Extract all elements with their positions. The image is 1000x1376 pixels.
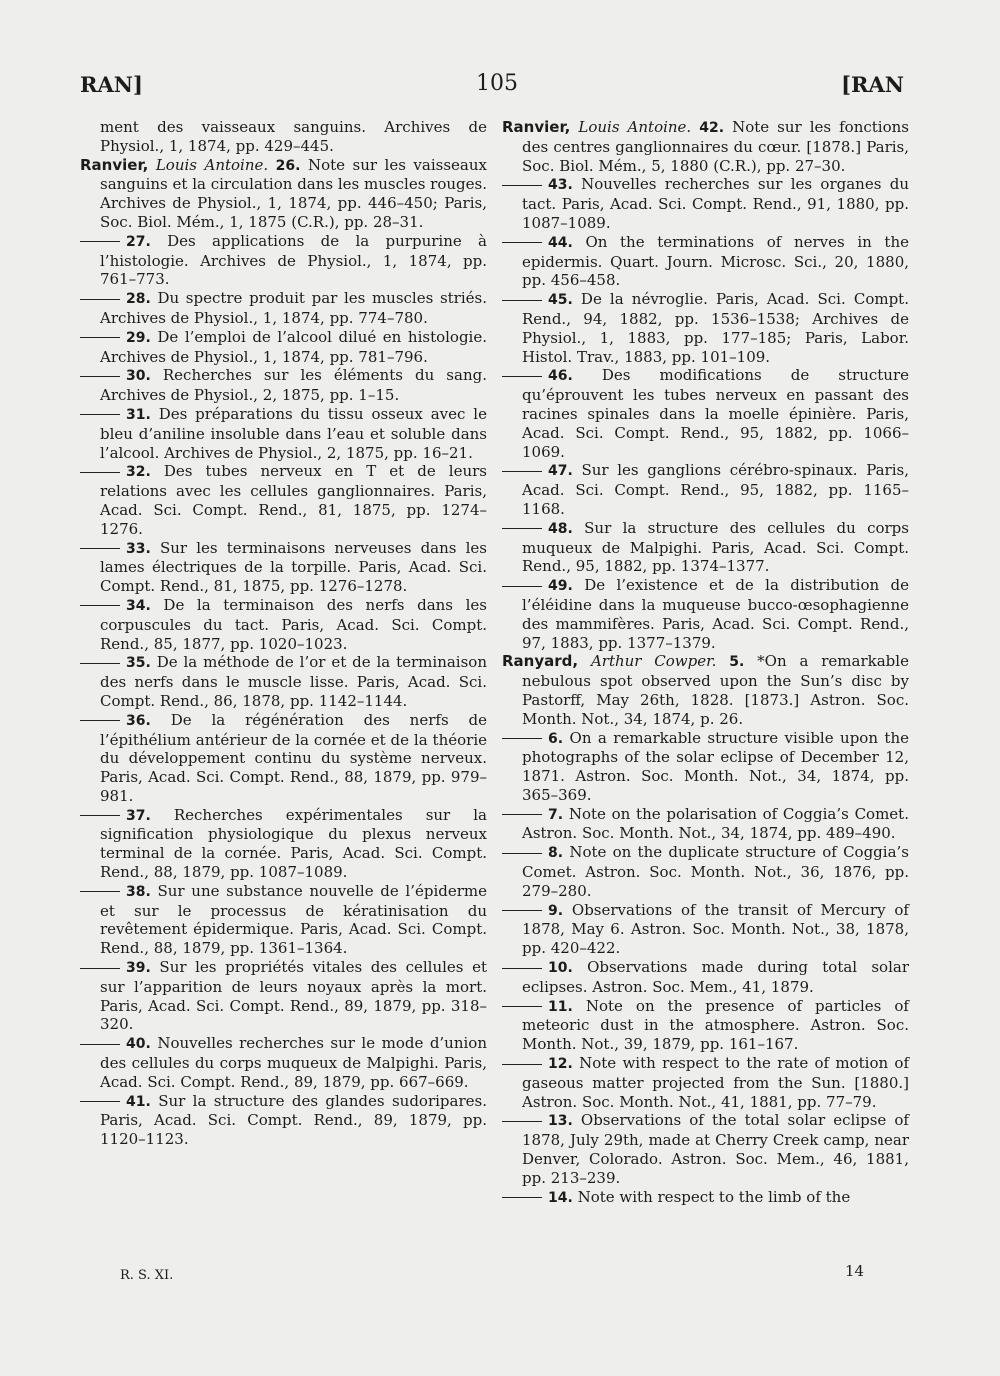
- bib-entry: [522, 1054, 909, 1111]
- bib-entry: [522, 461, 909, 518]
- bib-entry: [100, 882, 487, 958]
- entry-number: 40.: [126, 1036, 151, 1053]
- entry-text: Note on the polarisation of Coggia’s Comet. Astron. Soc. Month. Not., 34, 1874, pp. 489–490.: [522, 804, 909, 843]
- bib-entry: [100, 1092, 487, 1149]
- entry-text: Sur la structure des glandes sudoripares. Paris, Acad. Sci. Compt. Rend., 89, 1879, pp. 1120–1123.: [100, 1091, 487, 1149]
- ditto-dash: [502, 1121, 542, 1122]
- bib-entry: [522, 1188, 909, 1208]
- ditto-dash: [80, 376, 120, 377]
- ditto-dash: [502, 185, 542, 186]
- entry-text: De la terminaison des nerfs dans les corpuscules du tact. Paris, Acad. Sci. Compt. Rend., 85, 1877, pp. 1020–1023.: [100, 595, 487, 653]
- bib-entry: [100, 711, 487, 806]
- author-surname: Ranvier,: [502, 118, 571, 136]
- entry-number: 27.: [126, 233, 151, 250]
- left-column: [80, 118, 487, 1149]
- entry-text: Sur les terminaisons nerveuses dans les lames électriques de la torpille. Paris, Acad. Sci. Compt. Rend., 81, 1875, pp. 1276–1278.: [100, 538, 487, 596]
- entry-number: 39.: [126, 960, 151, 977]
- entry-text: Note on the duplicate structure of Coggia’s Comet. Astron. Soc. Month. Not., 36, 1876, pp. 279–280.: [522, 843, 909, 900]
- ditto-dash: [502, 853, 542, 854]
- entry-text: Sur les ganglions cérébro-spinaux. Paris, Acad. Sci. Compt. Rend., 95, 1882, pp. 1165–1168.: [522, 461, 909, 518]
- entry-text: De l’emploi de l’alcool dilué en histologie. Archives de Physiol., 1, 1874, pp. 781–796.: [100, 327, 487, 366]
- bib-entry: [522, 805, 909, 844]
- ditto-dash: [80, 241, 120, 242]
- ditto-dash: [502, 242, 542, 243]
- signature-mark: R. S. XI.: [120, 1268, 174, 1283]
- entry-number: 8.: [548, 845, 564, 862]
- ditto-dash: [502, 300, 542, 301]
- entry-number: 5.: [729, 654, 745, 671]
- entry-text: Sur les propriétés vitales des cellules et sur l’apparition de leurs noyaux après la mort. Paris, Acad. Sci. Compt. Rend., 89, 1879, pp. 318–320.: [100, 958, 487, 1034]
- ditto-dash: [80, 663, 120, 664]
- ditto-dash: [502, 910, 542, 911]
- entry-number: 38.: [126, 883, 151, 900]
- entry-number: 29.: [126, 329, 151, 346]
- entry-number: 49.: [548, 578, 573, 595]
- bib-entry: [100, 232, 487, 289]
- entry-number: 12.: [548, 1056, 573, 1073]
- bib-entry: [100, 405, 487, 462]
- bib-entry: [522, 997, 909, 1054]
- entry-text: Note sur les fonctions des centres ganglionnaires du cœur. [1878.] Paris, Soc. Biol. Mém., 5, 1880 (C.R.), pp. 27–30.: [522, 118, 909, 175]
- running-head-left: RAN]: [80, 72, 143, 97]
- entry-number: 13.: [548, 1113, 573, 1130]
- ditto-dash: [502, 528, 542, 529]
- entry-text: De la méthode de l’or et de la terminaison des nerfs dans le muscle lisse. Paris, Acad. Sci. Compt. Rend., 86, 1878, pp. 1142–1144.: [100, 653, 487, 710]
- bib-entry: [522, 958, 909, 997]
- entry-number: 28.: [126, 291, 151, 308]
- right-column: [502, 118, 909, 1207]
- bib-entry: [100, 958, 487, 1034]
- entry-text: Des tubes nerveux en T et de leurs relations avec les cellules ganglionnaires. Paris, Acad. Sci. Compt. Rend., 81, 1875, pp. 1274–1276.: [100, 462, 487, 538]
- author-forenames: Arthur Cowper.: [590, 652, 717, 671]
- bib-entry: [100, 539, 487, 596]
- entry-text: Note with respect to the limb of the: [577, 1187, 851, 1206]
- entry-number: 42.: [699, 120, 725, 136]
- entry-text: Nouvelles recherches sur le mode d’union des cellules du corps muqueux de Malpighi. Paris, Acad. Sci. Compt. Rend., 89, 1879, pp. 667–669.: [100, 1034, 487, 1091]
- ditto-dash: [502, 376, 542, 377]
- ditto-dash: [80, 472, 120, 473]
- ditto-dash: [80, 299, 120, 300]
- ditto-dash: [502, 471, 542, 472]
- entry-number: 11.: [548, 998, 573, 1015]
- bib-entry: [522, 290, 909, 366]
- page-number: 105: [476, 71, 518, 96]
- running-head-right: [RAN: [841, 72, 904, 97]
- author-surname: Ranyard,: [502, 652, 579, 671]
- bib-entry: [502, 118, 909, 175]
- bib-entry: [522, 175, 909, 232]
- bib-entry: [522, 576, 909, 652]
- bib-entry: [522, 233, 909, 290]
- entry-text: On a remarkable structure visible upon the photographs of the solar eclipse of December 12, 1871. Astron. Soc. Month. Not., 34, 1874, pp. 365–369.: [522, 728, 909, 804]
- entry-text: Du spectre produit par les muscles striés. Archives de Physiol., 1, 1874, pp. 774–780.: [100, 289, 487, 327]
- entry-text: Des préparations du tissu osseux avec le bleu d’aniline insoluble dans l’eau et soluble dans l’alcool. Archives de Physiol., 2, 1875, pp. 16–21.: [100, 404, 487, 462]
- ditto-dash: [502, 738, 542, 739]
- ditto-dash: [80, 720, 120, 721]
- ditto-dash: [80, 605, 120, 606]
- bib-entry: [522, 519, 909, 576]
- entry-text: On the terminations of nerves in the epidermis. Quart. Journ. Microsc. Sci., 20, 1880, pp. 456–458.: [522, 232, 909, 290]
- entry-text: Observations of the total solar eclipse of 1878, July 29th, made at Cherry Creek camp, near Denver, Colorado. Astron. Soc. Mem., 46, 1881, pp. 213–239.: [522, 1111, 909, 1187]
- entry-number: 10.: [548, 960, 573, 977]
- ditto-dash: [502, 1006, 542, 1007]
- bib-entry: [522, 1111, 909, 1187]
- entry-text: Sur la structure des cellules du corps muqueux de Malpighi. Paris, Acad. Sci. Compt. Rend., 95, 1882, pp. 1374–1377.: [522, 518, 909, 576]
- entry-text: De la régénération des nerfs de l’épithélium antérieur de la cornée et de la théorie du développement continu du système nerveux. Paris, Acad. Sci. Compt. Rend., 88, 1879, pp. 979–981.: [100, 710, 487, 805]
- entry-text: De l’existence et de la distribution de l’éléidine dans la muqueuse bucco-œsophagienne des mammifères. Paris, Acad. Sci. Compt. Rend., 97, 1883, pp. 1377–1379.: [522, 576, 909, 652]
- bib-entry: [100, 1034, 487, 1091]
- ditto-dash: [80, 414, 120, 415]
- entry-number: 35.: [126, 655, 151, 672]
- entry-text: ment des vaisseaux sanguins. Archives de Physiol., 1, 1874, pp. 429–445.: [100, 118, 487, 155]
- bib-entry: [100, 118, 487, 156]
- entry-text: Des applications de la purpurine à l’histologie. Archives de Physiol., 1, 1874, pp. 761–773.: [100, 231, 487, 289]
- entry-text: Note sur les vaisseaux sanguins et la circulation dans les muscles rouges. Archives de Physiol., 1, 1874, pp. 446–450; Paris, Soc. Biol. Mém., 1, 1875 (C.R.), pp. 28–31.: [100, 155, 487, 231]
- entry-number: 26.: [275, 157, 301, 174]
- bib-entry: [522, 366, 909, 461]
- entry-number: 33.: [126, 540, 151, 557]
- bib-entry: [100, 328, 487, 367]
- ditto-dash: [80, 548, 120, 549]
- entry-text: Note with respect to the rate of motion of gaseous matter projected from the Sun. [1880.] Astron. Soc. Month. Not., 41, 1881, pp. 77–79.: [522, 1054, 909, 1111]
- bib-entry: [100, 366, 487, 405]
- bib-entry: [522, 843, 909, 900]
- ditto-dash: [502, 968, 542, 969]
- entry-text: Recherches expérimentales sur la signification physiologique du plexus nerveux terminal de la cornée. Paris, Acad. Sci. Compt. Rend., 88, 1879, pp. 1087–1089.: [100, 805, 487, 882]
- entry-number: 30.: [126, 368, 151, 385]
- entry-text: De la névroglie. Paris, Acad. Sci. Compt. Rend., 94, 1882, pp. 1536–1538; Archives de Physiol., 1, 1883, pp. 177–185; Paris, Labor. Histol. Trav., 1883, pp. 101–109.: [522, 290, 909, 366]
- author-surname: Ranvier,: [80, 155, 149, 174]
- bib-entry: [502, 652, 909, 728]
- entry-number: 43.: [548, 177, 573, 194]
- author-forenames: Louis Antoine.: [155, 155, 269, 174]
- entry-text: Sur une substance nouvelle de l’épiderme et sur le processus de kératinisation du revêtement épidermique. Paris, Acad. Sci. Compt. Rend., 88, 1879, pp. 1361–1364.: [100, 881, 487, 958]
- entry-number: 37.: [126, 807, 151, 824]
- entry-text: *On a remarkable nebulous spot observed upon the Sun’s disc by Pastorff, May 26th, 1828. [1873.] Astron. Soc. Month. Not., 34, 1874, p. 26.: [522, 652, 909, 728]
- bib-entry: [80, 156, 487, 232]
- entry-number: 32.: [126, 464, 151, 481]
- ditto-dash: [502, 1197, 542, 1198]
- entry-number: 7.: [548, 806, 564, 823]
- entry-text: Observations of the transit of Mercury of 1878, May 6. Astron. Soc. Month. Not., 38, 1878, pp. 420–422.: [522, 900, 909, 958]
- entry-text: Recherches sur les éléments du sang. Archives de Physiol., 2, 1875, pp. 1–15.: [100, 366, 487, 405]
- entry-number: 6.: [548, 730, 564, 747]
- entry-number: 44.: [548, 234, 573, 251]
- ditto-dash: [80, 1044, 120, 1045]
- entry-number: 48.: [548, 520, 573, 537]
- author-forenames: Louis Antoine.: [578, 118, 692, 136]
- ditto-dash: [502, 1064, 542, 1065]
- entry-number: 31.: [126, 406, 151, 423]
- bib-entry: [522, 729, 909, 805]
- entry-number: 9.: [548, 902, 564, 919]
- entry-text: Nouvelles recherches sur les organes du tact. Paris, Acad. Sci. Compt. Rend., 91, 1880, pp. 1087–1089.: [522, 175, 909, 232]
- sheet-number: 14: [845, 1262, 865, 1280]
- entry-number: 34.: [126, 597, 151, 614]
- entry-number: 47.: [548, 463, 573, 480]
- entry-number: 14.: [548, 1189, 573, 1206]
- entry-text: Des modifications de structure qu’éprouvent les tubes nerveux en passant des racines spinales dans la moelle épinière. Paris, Acad. Sci. Compt. Rend., 95, 1882, pp. 1066–1069.: [522, 366, 909, 461]
- ditto-dash: [502, 586, 542, 587]
- entry-text: Note on the presence of particles of meteoric dust in the atmosphere. Astron. Soc. Month. Not., 39, 1879, pp. 161–167.: [522, 996, 909, 1054]
- ditto-dash: [80, 891, 120, 892]
- bib-entry: [100, 289, 487, 328]
- ditto-dash: [80, 968, 120, 969]
- bib-entry: [100, 462, 487, 538]
- ditto-dash: [502, 814, 542, 815]
- ditto-dash: [80, 337, 120, 338]
- bib-entry: [522, 901, 909, 958]
- entry-number: 36.: [126, 712, 151, 729]
- bib-entry: [100, 806, 487, 882]
- bib-entry: [100, 653, 487, 710]
- entry-number: 46.: [548, 368, 573, 385]
- entry-number: 41.: [126, 1093, 151, 1110]
- bib-entry: [100, 596, 487, 653]
- entry-number: 45.: [548, 292, 573, 309]
- ditto-dash: [80, 815, 120, 816]
- ditto-dash: [80, 1101, 120, 1102]
- entry-text: Observations made during total solar eclipses. Astron. Soc. Mem., 41, 1879.: [522, 958, 909, 996]
